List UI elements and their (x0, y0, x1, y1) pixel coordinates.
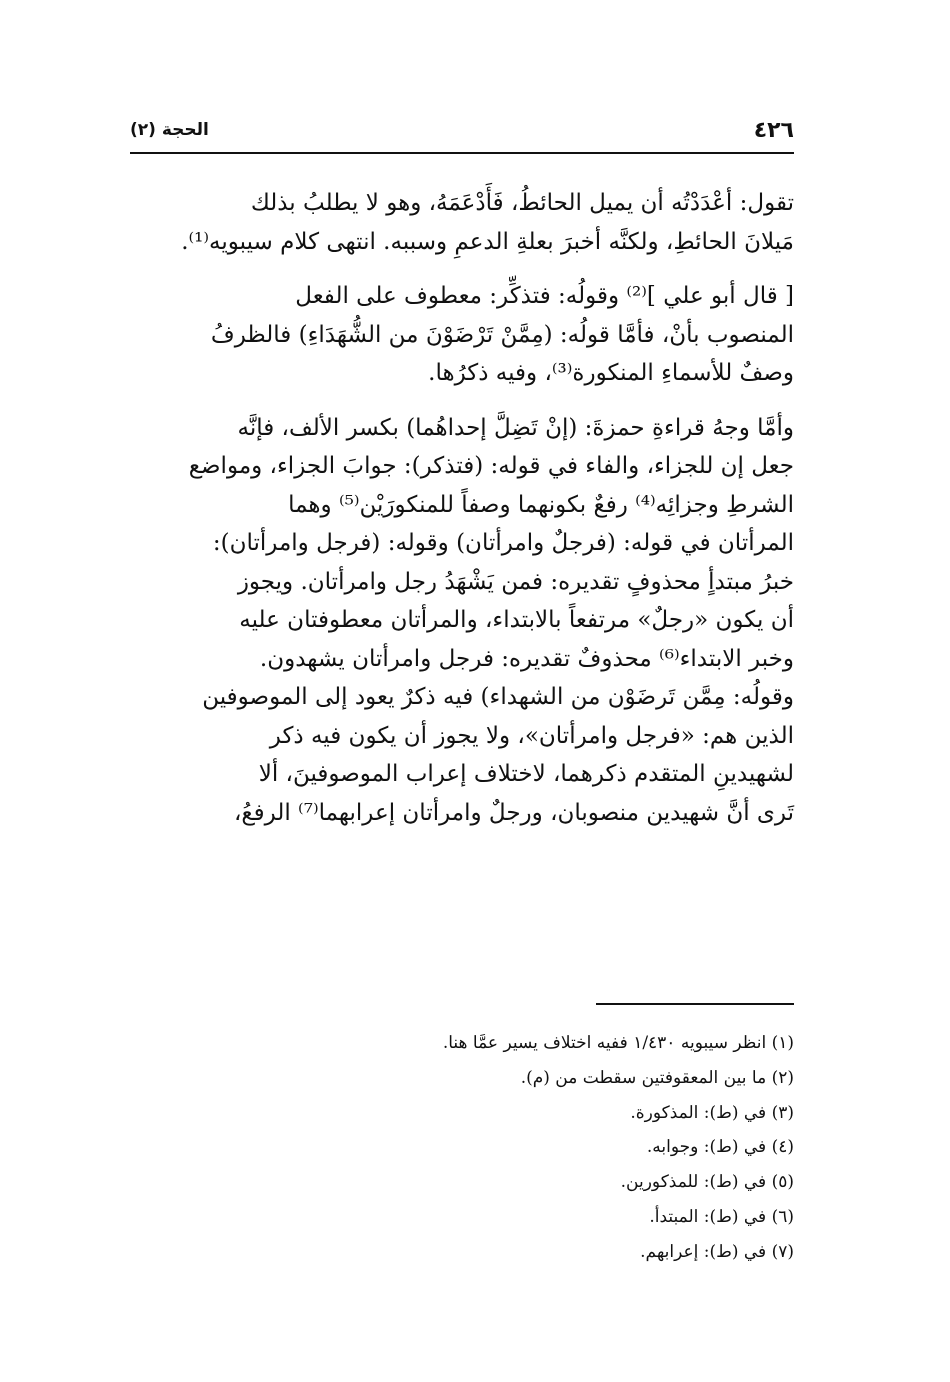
text-line: وأمَّا وجهُ قراءةِ حمزةَ: (إنْ تَضِلَّ إحداهُما) بكسر الألف، فإنَّه (237, 414, 794, 441)
paragraph (130, 277, 794, 393)
footnote: (١) انظر سيبويه ١/٤٣٠ ففيه اختلاف يسير عمَّا هنا. (442, 1033, 794, 1053)
paragraph (130, 184, 794, 261)
running-title: الحجة (٢) (130, 120, 209, 140)
footnotes (130, 1026, 794, 1270)
text-line: وخبر الابتداء⁽⁶⁾ محذوفٌ تقديره: فرجل وامرأتان يشهدون. (259, 645, 794, 672)
footnote: (٥) في (ط): للمذكورين. (620, 1172, 794, 1193)
text-line: لشهيدينِ المتقدم ذكرهما، لاختلاف إعراب الموصوفينَ، ألا (258, 761, 794, 787)
text-line: خبرُ مبتدأٍ محذوفٍ تقديره: فمن يَشْهَدُ رجل وامرأتان. ويجوز (237, 568, 794, 595)
paragraph (130, 409, 794, 833)
text-line: الذين هم: «فرجل وامرأتان»، ولا يجوز أن يكون فيه ذكر (269, 722, 794, 749)
text-line: وصفٌ للأسماءِ المنكورة⁽³⁾، وفيه ذكرُها. (428, 360, 794, 386)
text-line: مَيلانَ الحائطِ، ولكنَّه أخبرَ بعلةِ الدعمِ وسببه. انتهى كلام سيبويه⁽¹⁾. (181, 228, 794, 255)
text-line: تقول: أعْدَدْتُه أن يميل الحائطُ، فَأَدْعَمَهُ، وهو لا يطلبُ بذلك (250, 190, 794, 216)
body-text (130, 184, 794, 832)
text-line: تَرى أنَّ شهيدين منصوبان، ورجلٌ وامرأتان إعرابهما⁽⁷⁾ الرفعُ، (234, 799, 794, 826)
footnote: (٤) في (ط): وجوابه. (646, 1137, 794, 1158)
footnote: (٦) في (ط): المبتدأ. (649, 1206, 794, 1227)
footnote-divider (596, 1003, 794, 1005)
page-number: ٤٢٦ (753, 118, 794, 143)
text-line: أن يكون «رجلٌ» مرتفعاً بالابتداء، والمرأتان معطوفتان عليه (239, 607, 794, 633)
text-line: المنصوب بأنْ، فأمَّا قولُه: (مِمَّنْ تَرْضَوْنَ من الشُّهَدَاءِ) فالظرفُ (210, 321, 794, 348)
footnote: (٣) في (ط): المذكورة. (630, 1102, 794, 1123)
text-line: [ قال أبو علي ]⁽²⁾ وقولُه: فتذكِّر: معطوف على الفعل (295, 283, 794, 309)
text-line: جعل إن للجزاء، والفاء في قوله: (فتذكر): جوابَ الجزاء، ومواضع (188, 453, 794, 479)
footnote: (٧) في (ط): إعرابهم. (640, 1241, 794, 1262)
text-line: المرأتان في قوله: (فرجلٌ وامرأتان) وقوله: (فرجل وامرأتان): (212, 530, 794, 556)
text-line: الشرطِ وجزائِه⁽⁴⁾ رفعٌ بكونهما وصفاً للمنكورَيْن⁽⁵⁾ وهما (288, 491, 794, 518)
text-line: وقولُه: مِمَّن تَرضَوْن من الشهداء) فيه ذكرٌ يعود إلى الموصوفين (202, 684, 794, 710)
page-header (130, 118, 794, 154)
footnote: (٢) ما بين المعقوفتين سقطت من (م). (520, 1067, 794, 1088)
